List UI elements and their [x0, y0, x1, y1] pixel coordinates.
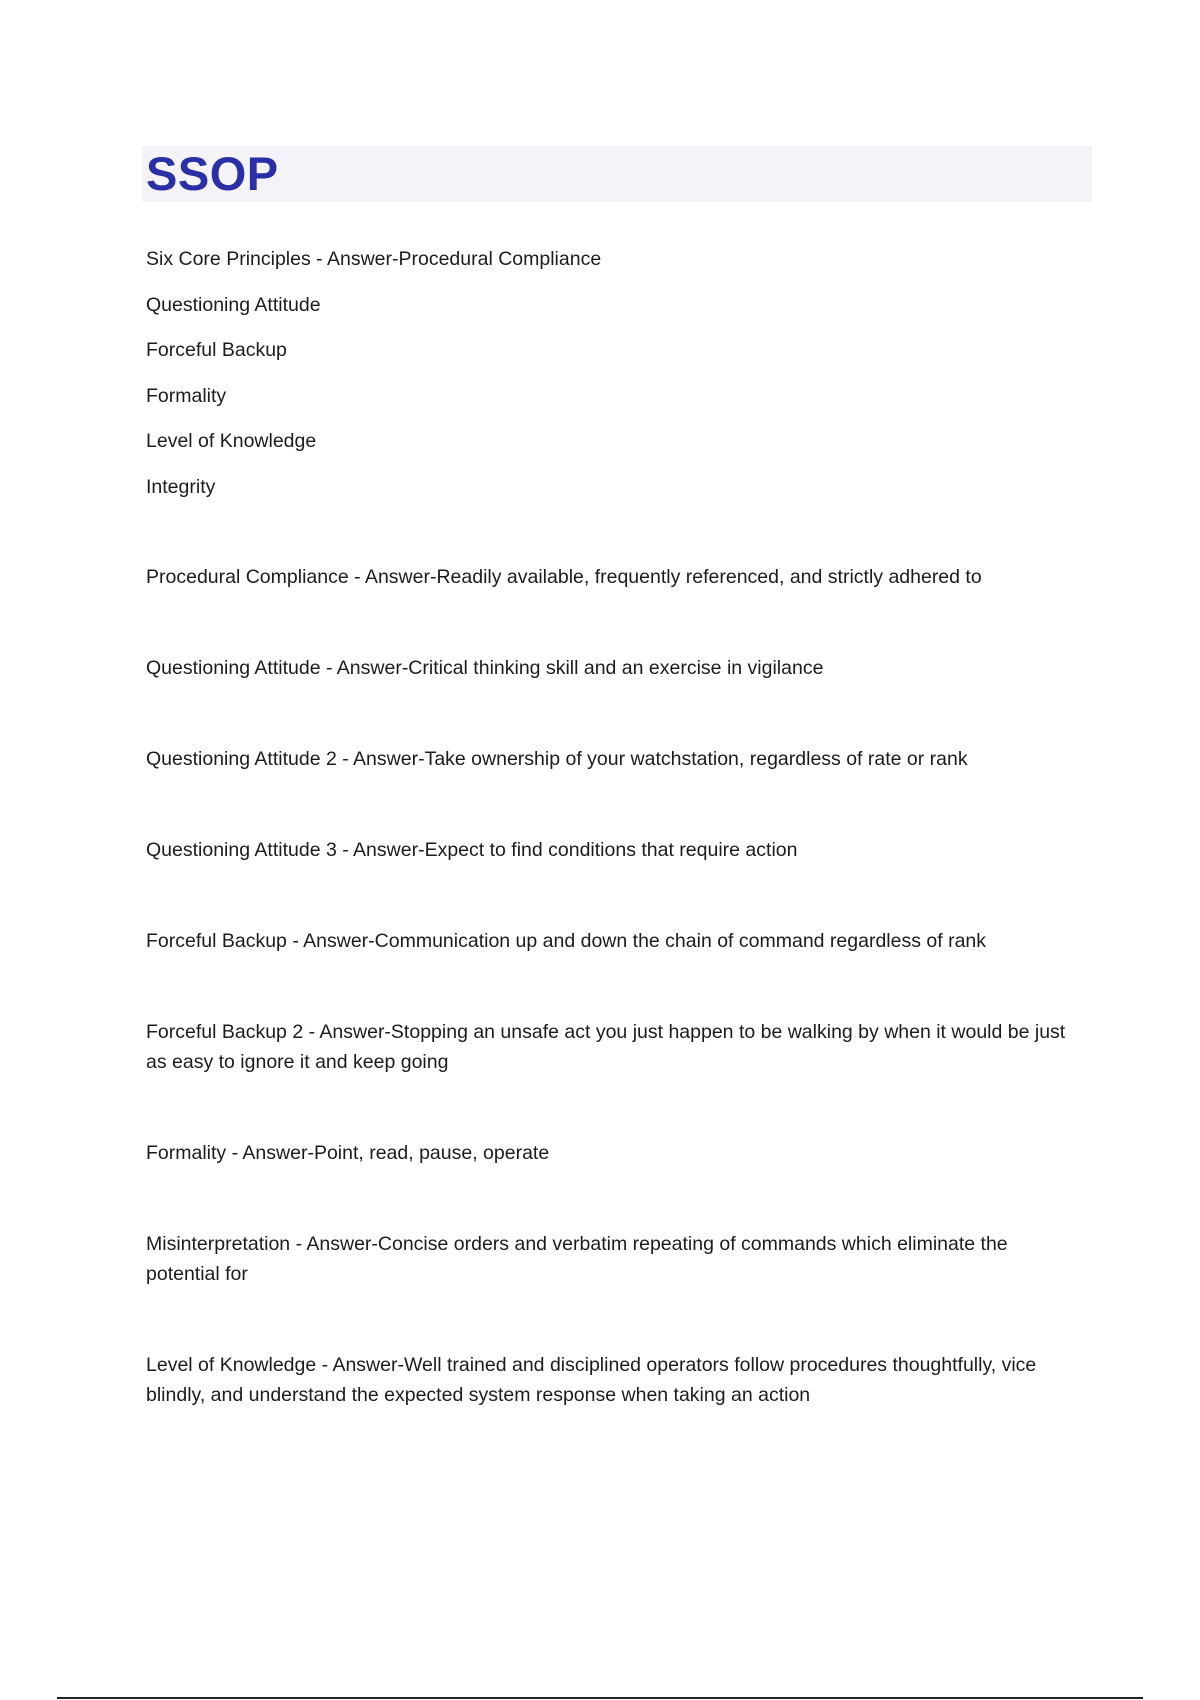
spacer	[146, 683, 1086, 744]
qa-entry: Questioning Attitude 3 - Answer-Expect to find conditions that require action	[146, 839, 798, 861]
spacer	[146, 592, 1086, 653]
qa-entry: Level of Knowledge - Answer-Well trained and disciplined operators follow procedures thoughtfully, vice blindly, and understand the expected system response when taking an action	[146, 1354, 1037, 1406]
title-band	[142, 146, 1092, 202]
spacer	[146, 1077, 1086, 1138]
document-body	[146, 246, 1086, 1410]
footer-rule	[57, 1697, 1143, 1699]
spacer	[146, 774, 1086, 835]
spacer	[146, 1289, 1086, 1350]
qa-entry: Questioning Attitude 2 - Answer-Take ownership of your watchstation, regardless of rate or rank	[146, 748, 968, 770]
first-entry-line: Six Core Principles - Answer-Procedural Compliance	[146, 248, 602, 270]
spacer	[146, 865, 1086, 926]
first-entry-line: Questioning Attitude	[146, 293, 321, 316]
first-entry-line: Formality	[146, 384, 227, 407]
qa-entry: Questioning Attitude - Answer-Critical thinking skill and an exercise in vigilance	[146, 657, 824, 679]
page-title: SSOP	[146, 147, 279, 200]
first-entry	[146, 246, 1086, 519]
qa-entry: Forceful Backup - Answer-Communication up and down the chain of command regardless of rank	[146, 930, 987, 952]
spacer	[146, 519, 1086, 562]
spacer	[146, 1168, 1086, 1229]
qa-entry: Procedural Compliance - Answer-Readily available, frequently referenced, and strictly adhered to	[146, 566, 982, 588]
first-entry-line: Integrity	[146, 475, 216, 498]
spacer	[146, 956, 1086, 1017]
first-entry-line: Level of Knowledge	[146, 430, 317, 452]
qa-entry: Formality - Answer-Point, read, pause, operate	[146, 1142, 550, 1164]
qa-entry: Misinterpretation - Answer-Concise orders and verbatim repeating of commands which eliminate the potential for	[146, 1233, 1008, 1285]
qa-entry: Forceful Backup 2 - Answer-Stopping an unsafe act you just happen to be walking by when it would be just as easy to ignore it and keep going	[146, 1021, 1066, 1073]
first-entry-line: Forceful Backup	[146, 339, 287, 361]
